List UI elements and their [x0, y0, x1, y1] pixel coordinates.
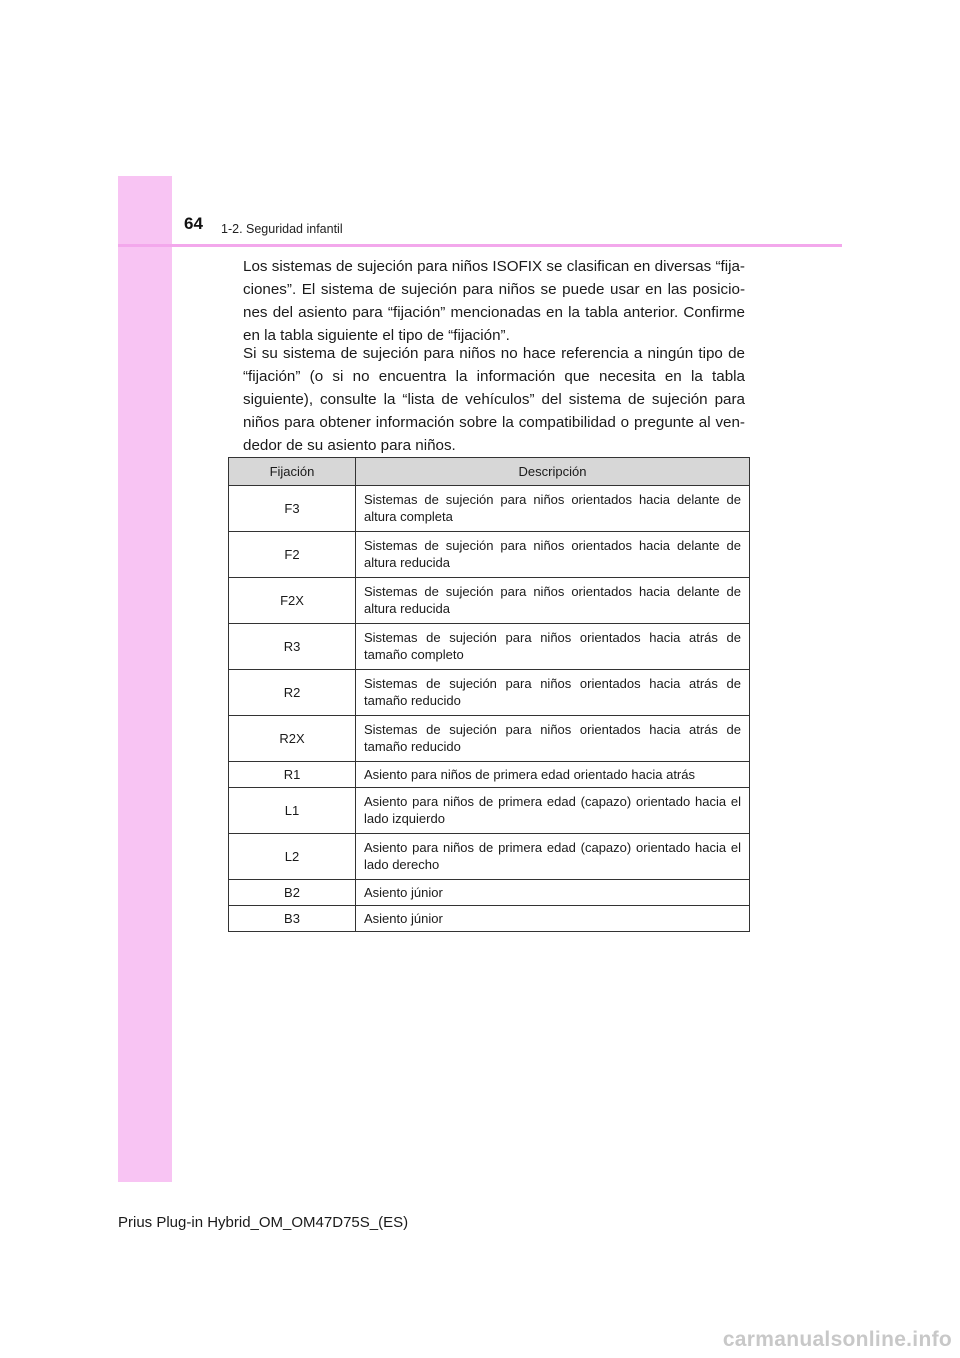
fixation-description: Sistemas de sujeción para niños orientados hacia delante de altura completa	[356, 486, 750, 532]
fixation-code: R2X	[229, 716, 356, 762]
table-row	[229, 762, 750, 788]
fixation-description: Sistemas de sujeción para niños orientados hacia delante de altura reducida	[356, 532, 750, 578]
fixation-code: R3	[229, 624, 356, 670]
fixation-description: Sistemas de sujeción para niños orientados hacia atrás de tamaño completo	[356, 624, 750, 670]
section-title: 1-2. Seguridad infantil	[221, 222, 343, 236]
table-row	[229, 834, 750, 880]
table-row	[229, 716, 750, 762]
table-header-row	[229, 458, 750, 486]
fixation-description: Sistemas de sujeción para niños orientados hacia atrás de tamaño reducido	[356, 716, 750, 762]
paragraph-vehicle-list-note: Si su sistema de sujeción para niños no hace referencia a ningún tipo de “fijación” (o si no encuentra la información que necesita en la tabla siguiente), consulte la “lista de vehículos” del sistema de sujeción para niños para obtener información sobre la compatibilidad o pregunte al ven-dedor de su asiento para niños.	[243, 345, 745, 454]
fixation-code: B3	[229, 906, 356, 932]
table-row	[229, 578, 750, 624]
fixation-description: Asiento para niños de primera edad orientado hacia atrás	[356, 762, 750, 788]
page-sidebar-tab	[118, 176, 172, 1182]
fixation-code: F2	[229, 532, 356, 578]
paragraph-fijaciones-intro: Los sistemas de sujeción para niños ISOFIX se clasifican en diversas “fija-ciones”. El sistema de sujeción para niños se puede usar en las posicio-nes del asiento para “fijación” mencionadas en la tabla anterior. Confirme en la tabla siguiente el tipo de “fijación”.	[243, 258, 745, 344]
fixation-code: B2	[229, 880, 356, 906]
page-number: 64	[184, 214, 203, 233]
column-header-fixation: Fijación	[229, 458, 356, 486]
fixation-table	[228, 457, 750, 932]
fixation-description: Asiento para niños de primera edad (capazo) orientado hacia el lado izquierdo	[356, 788, 750, 834]
fixation-code: R1	[229, 762, 356, 788]
fixation-description: Asiento júnior	[356, 880, 750, 906]
watermark: carmanualsonline.info	[722, 1328, 952, 1351]
table-row	[229, 624, 750, 670]
fixation-description: Sistemas de sujeción para niños orientados hacia delante de altura reducida	[356, 578, 750, 624]
fixation-description: Sistemas de sujeción para niños orientados hacia atrás de tamaño reducido	[356, 670, 750, 716]
fixation-description: Asiento para niños de primera edad (capazo) orientado hacia el lado derecho	[356, 834, 750, 880]
table-row	[229, 788, 750, 834]
header-rule	[118, 244, 842, 247]
table-row	[229, 670, 750, 716]
column-header-description: Descripción	[356, 458, 750, 486]
table-row	[229, 880, 750, 906]
fixation-code: F2X	[229, 578, 356, 624]
fixation-code: R2	[229, 670, 356, 716]
table-row	[229, 906, 750, 932]
document-footer: Prius Plug-in Hybrid_OM_OM47D75S_(ES)	[118, 1214, 409, 1231]
fixation-code: L1	[229, 788, 356, 834]
fixation-code: F3	[229, 486, 356, 532]
table-row	[229, 486, 750, 532]
table-row	[229, 532, 750, 578]
fixation-code: L2	[229, 834, 356, 880]
fixation-description: Asiento júnior	[356, 906, 750, 932]
